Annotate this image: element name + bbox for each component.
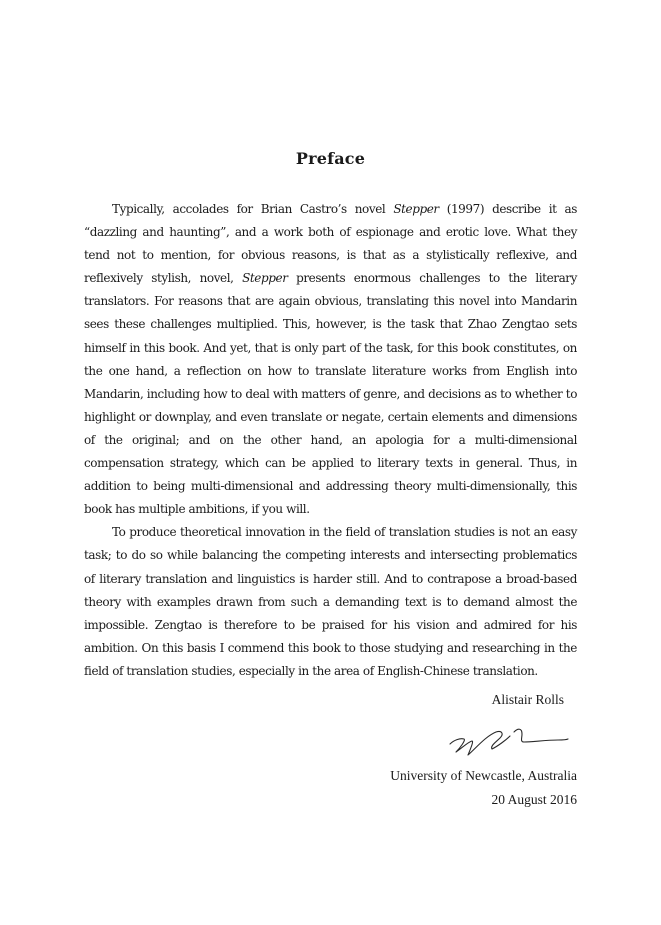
- handwritten-signature: [446, 722, 570, 762]
- paragraph-2-text: To produce theoretical innovation in the field of translation studies is not an easy task; to do so while balancing the competing interests and intersecting problematics of literary translation and linguistics is harder still. And to contrapose a broad-based theory with examples drawn from such a demanding text is to demand almost the impossible. Zengtao is therefore to be praised for his vision and admired for his ambition. On this basis I commend this book to those studying and researching in the field of translation studies, especially in the area of English-Chinese translation.: [84, 525, 577, 678]
- paragraph-1-text-a: Typically, accolades for Brian Castro’s novel: [112, 202, 394, 216]
- preface-date: 20 August 2016: [491, 792, 577, 807]
- page-title: Preface: [295, 149, 366, 168]
- author-name: Alistair Rolls: [491, 692, 564, 707]
- preface-body: [84, 198, 577, 683]
- book-title-stepper: Stepper: [393, 202, 439, 216]
- paragraph-2: [84, 521, 577, 683]
- paragraph-1: [84, 198, 577, 521]
- book-title-stepper-2: Stepper: [242, 271, 288, 286]
- paragraph-1-text-b: (1997) describe it as “dazzling and haunting”, and a work both of espionage and erotic love. What they tend not to mention, for obvious reasons, is that as a stylistically reflexive, and reflexively stylish, novel,: [84, 202, 577, 286]
- author-affiliation: University of Newcastle, Australia: [390, 768, 577, 783]
- paragraph-1-text-c: presents enormous challenges to the literary translators. For reasons that are again obvious, translating this novel into Mandarin sees these challenges multiplied. This, however, is the task that Zhao Zengtao sets himself in this book. And yet, that is only part of the task, for this book constitutes, on the one hand, a reflection on how to translate literature works from English into Mandarin, including how to deal with matters of genre, and decisions as to whether to highlight or downplay, and even translate or negate, certain elements and dimensions of the original; and on the other hand, an apologia for a multi-dimensional compensation strategy, which can be applied to literary texts in general. Thus, in addition to being multi-dimensional and addressing theory multi-dimensionally, this book has multiple ambitions, if you will.: [84, 271, 577, 517]
